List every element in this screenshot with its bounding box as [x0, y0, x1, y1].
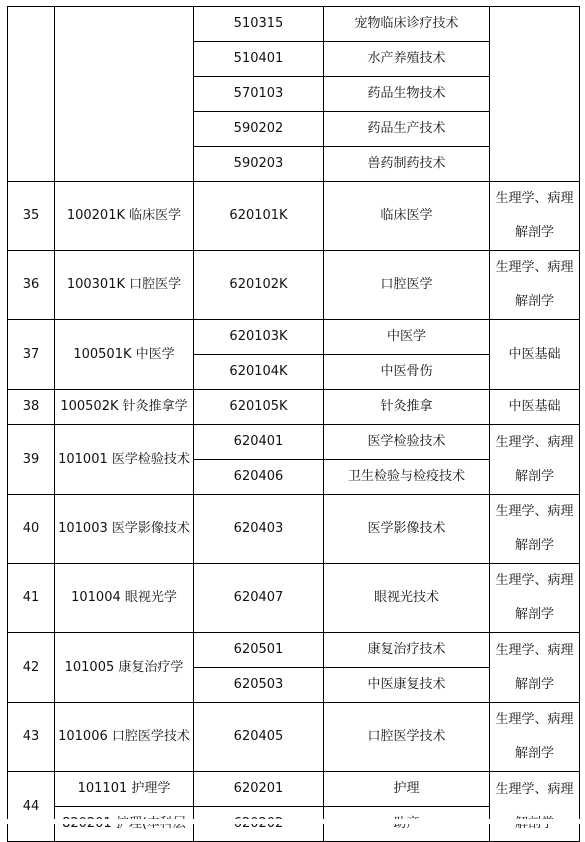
code-cell: 620407: [194, 564, 324, 633]
name-cell: 药品生物技术: [324, 77, 490, 112]
name-cell: 中医康复技术: [324, 668, 490, 703]
name-cell: 康复治疗技术: [324, 633, 490, 668]
course-cell: 生理学、病理解剖学: [490, 633, 580, 703]
table-row: [8, 182, 580, 251]
major-cell: 100501K 中医学: [55, 320, 194, 390]
code-cell: 620403: [194, 495, 324, 564]
name-cell: [324, 807, 490, 842]
no-cell: 40: [8, 495, 55, 564]
name-cell: 针灸推拿: [324, 390, 490, 425]
major-cell: 100201K 临床医学: [55, 182, 194, 251]
no-cell: 44: [8, 772, 55, 842]
table-row: [8, 390, 580, 425]
course-cell: 生理学、病理解剖学: [490, 703, 580, 772]
table-row: [8, 7, 580, 42]
name-cell: 药品生产技术: [324, 112, 490, 147]
table-row: [8, 633, 580, 668]
name-cell: 口腔医学技术: [324, 703, 490, 772]
no-cell: 43: [8, 703, 55, 772]
major-cell: [55, 7, 194, 182]
code-cell: 620501: [194, 633, 324, 668]
course-cell: 生理学、病理解剖学: [490, 251, 580, 320]
name-cell: 口腔医学: [324, 251, 490, 320]
name-cell: 中医骨伤: [324, 355, 490, 390]
code-cell: 620101K: [194, 182, 324, 251]
code-cell: 620104K: [194, 355, 324, 390]
table-row: [8, 251, 580, 320]
page-cut-edge: [0, 819, 585, 824]
table-row: [8, 495, 580, 564]
table-row: [8, 703, 580, 772]
major-cell: 100301K 口腔医学: [55, 251, 194, 320]
no-cell: 38: [8, 390, 55, 425]
name-cell: 医学检验技术: [324, 425, 490, 460]
code-cell: 620503: [194, 668, 324, 703]
code-cell: 510401: [194, 42, 324, 77]
name-cell: 卫生检验与检疫技术: [324, 460, 490, 495]
code-cell: 620102K: [194, 251, 324, 320]
no-cell: [8, 7, 55, 182]
no-cell: 39: [8, 425, 55, 495]
table-row: [8, 320, 580, 355]
name-cell: 临床医学: [324, 182, 490, 251]
no-cell: 42: [8, 633, 55, 703]
course-cell: 生理学、病理解剖学: [490, 495, 580, 564]
no-cell: 35: [8, 182, 55, 251]
name-cell: 中医学: [324, 320, 490, 355]
major-cell: 101001 医学检验技术: [55, 425, 194, 495]
major-cell: 101003 医学影像技术: [55, 495, 194, 564]
major-cell: 100502K 针灸推拿学: [55, 390, 194, 425]
code-cell: 620201: [194, 772, 324, 807]
name-cell: 护理: [324, 772, 490, 807]
course-cell: 生理学、病理解剖学: [490, 564, 580, 633]
name-cell: 水产养殖技术: [324, 42, 490, 77]
code-cell: 620105K: [194, 390, 324, 425]
major-cell: [55, 807, 194, 842]
name-cell: 医学影像技术: [324, 495, 490, 564]
course-cell: 生理学、病理解剖学: [490, 182, 580, 251]
no-cell: 37: [8, 320, 55, 390]
table-row: [8, 772, 580, 807]
code-cell: [194, 807, 324, 842]
no-cell: 41: [8, 564, 55, 633]
code-cell: 590202: [194, 112, 324, 147]
course-cell: 中医基础: [490, 390, 580, 425]
code-cell: 620405: [194, 703, 324, 772]
course-cell: 生理学、病理: [490, 772, 580, 842]
name-cell: 兽药制药技术: [324, 147, 490, 182]
table-row: [8, 425, 580, 460]
name-cell: 眼视光技术: [324, 564, 490, 633]
code-cell: 620406: [194, 460, 324, 495]
course-cell: 生理学、病理解剖学: [490, 425, 580, 495]
major-cell: 101006 口腔医学技术: [55, 703, 194, 772]
code-cell: 620401: [194, 425, 324, 460]
course-cell: [490, 7, 580, 182]
course-cell: 中医基础: [490, 320, 580, 390]
major-cell: 101004 眼视光学: [55, 564, 194, 633]
table-row: [8, 564, 580, 633]
no-cell: 36: [8, 251, 55, 320]
major-cell: 101101 护理学: [55, 772, 194, 807]
name-cell: 宠物临床诊疗技术: [324, 7, 490, 42]
code-cell: 510315: [194, 7, 324, 42]
code-cell: 570103: [194, 77, 324, 112]
code-cell: 620103K: [194, 320, 324, 355]
major-cell: 101005 康复治疗学: [55, 633, 194, 703]
code-cell: 590203: [194, 147, 324, 182]
major-course-table: [7, 6, 580, 842]
